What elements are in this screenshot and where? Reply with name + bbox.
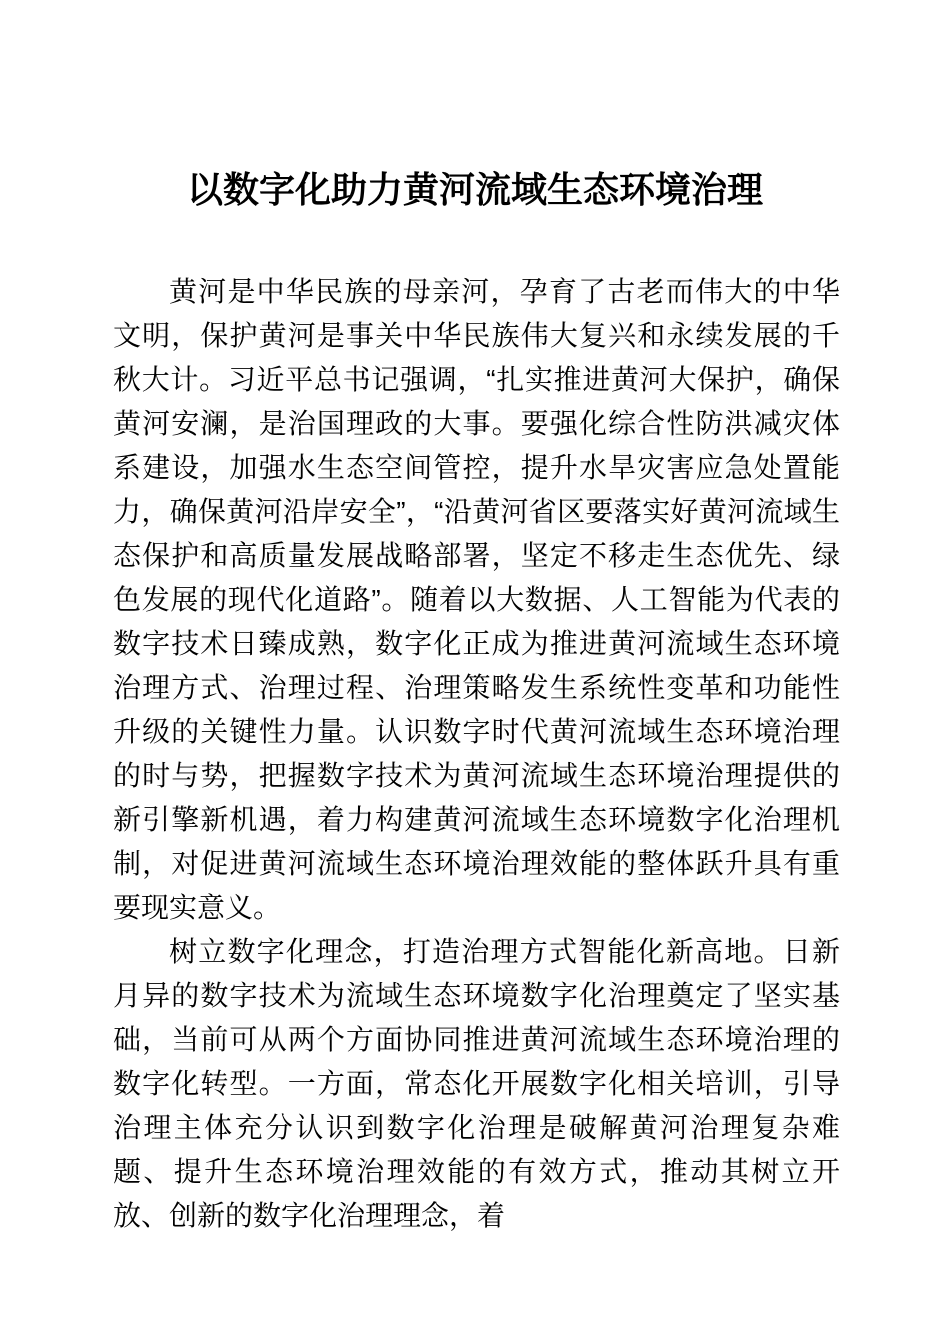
paragraph-1: 黄河是中华民族的母亲河，孕育了古老而伟大的中华文明，保护黄河是事关中华民族伟大复兴和永续发展的千秋大计。习近平总书记强调，“扎实推进黄河大保护，确保黄河安澜，是治国理政的大事。要强化综合性防洪减灾体系建设，加强水生态空间管控，提升水旱灾害应急处置能力，确保黄河沿岸安全”，“沿黄河省区要落实好黄河流域生态保护和高质量发展战略部署，坚定不移走生态优先、绿色发展的现代化道路”。随着以大数据、人工智能为代表的数字技术日臻成熟，数字化正成为推进黄河流域生态环境治理方式、治理过程、治理策略发生系统性变革和功能性升级的关键性力量。认识数字时代黄河流域生态环境治理的时与势，把握数字技术为黄河流域生态环境治理提供的新引擎新机遇，着力构建黄河流域生态环境数字化治理机制，对促进黄河流域生态环境治理效能的整体跃升具有重要现实意义。 xyxy=(113,276,840,923)
paragraph-2: 树立数字化理念，打造治理方式智能化新高地。日新月异的数字技术为流域生态环境数字化治理奠定了坚实基础，当前可从两个方面协同推进黄河流域生态环境治理的数字化转型。一方面，常态化开展数字化相关培训，引导治理主体充分认识到数字化治理是破解黄河治理复杂难题、提升生态环境治理效能的有效方式，推动其树立开放、创新的数字化治理理念，着 xyxy=(113,936,840,1231)
document-title: 以数字化助力黄河流域生态环境治理 xyxy=(186,169,763,210)
document-body xyxy=(113,270,840,1238)
